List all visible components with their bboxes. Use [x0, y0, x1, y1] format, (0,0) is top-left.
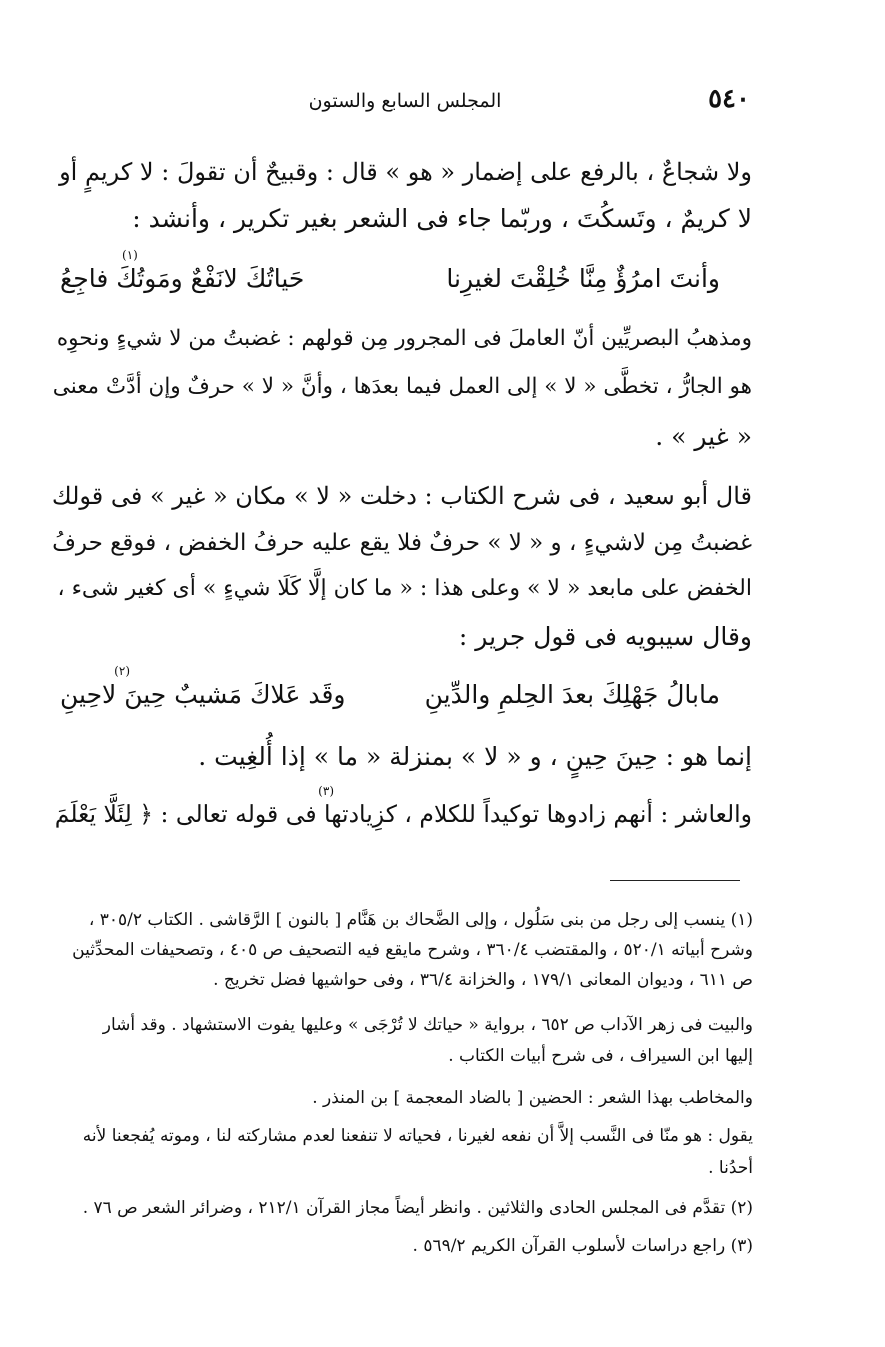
footnote-line: (٢) تقدَّم فى المجلس الحادى والثلاثين . وانظر أيضاً مجاز القرآن ٢١٢/١ ، وضرائر الشعر ص ٧٦ . — [82, 1198, 753, 1218]
text-line: غضبتُ مِن لاشيءٍ ، و « لا » حرفٌ فلا يقع عليه حرفُ الخفض ، فوقع حرفُ — [52, 530, 752, 556]
page-number: ٥٤٠ — [708, 84, 750, 114]
verse-hemistich-second: وقَد عَلاكَ مَشيبٌ حِينَ لاحِينِ — [60, 680, 346, 709]
running-title: المجلس السابع والستون — [308, 90, 502, 112]
footnote-line: أحدُنا . — [708, 1158, 753, 1178]
text-line: ولا شجاعٌ ، بالرفع على إضمار « هو » قال : وقبيحٌ أن تقولَ : لا كريمٍ أو — [59, 158, 752, 186]
footnote-line: يقول : هو منّا فى النَّسب إلاَّ أن نفعه لغيرنا ، فحياته لا تنفعنا لعدم مشاركته لنا ، وموته يُفجعنا لأنه — [82, 1126, 753, 1146]
footnote-line: (١) ينسب إلى رجل من بنى سَلُول ، وإلى الضَّحاك بن هَنَّام [ بالنون ] الرَّقاشى . الكتاب ٣٠٥/٢ ، — [88, 910, 753, 930]
page-header — [60, 84, 750, 120]
footnote-marker: (٢) — [114, 664, 130, 678]
footnote-marker: (٣) — [318, 784, 334, 798]
footnote-separator — [610, 880, 740, 881]
text-line: الخفض على مابعد « لا » وعلى هذا : « ما كان إلَّا كَلَا شيءٍ » أى كغير شىء ، — [57, 576, 752, 601]
text-line: والعاشر : أنهم زادوها توكيداً للكلام ، كزِيادتها فى قوله تعالى : ﴿ لِئَلَّا يَعْلَمَ — [54, 800, 752, 828]
footnote-line: (٣) راجع دراسات لأسلوب القرآن الكريم ٥٦٩/٢ . — [412, 1236, 753, 1256]
text-line: ومذهبُ البصريِّين أنّ العاملَ فى المجرور مِن قولهم : غضبتُ من لا شيءٍ ونحوِه — [56, 326, 752, 351]
text-line: إنما هو : حِينَ حِينٍ ، و « لا » بمنزلة « ما » إذا أُلغِيت . — [198, 742, 752, 771]
footnote-line: والبيت فى زهر الآداب ص ٦٥٢ ، برواية « حياتك لا تُرْجَى » وعليها يفوت الاستشهاد . وقد أشار — [102, 1015, 753, 1035]
footnote-marker: (١) — [122, 248, 138, 262]
verse-hemistich-second: حَياتُكَ لانَفْعٌ ومَوتُكَ فاجِعُ — [60, 264, 305, 293]
text-line: هو الجارُّ ، تخطَّى « لا » إلى العمل فيما بعدَها ، وأنَّ « لا » حرفٌ وإن أدَّتْ معنى — [52, 374, 752, 399]
text-line: وقال سيبويه فى قول جرير : — [458, 622, 752, 651]
verse-hemistich-first: وأنتَ امرُؤٌ مِنَّا خُلِقْتَ لغيرِنا — [446, 264, 720, 293]
text-line: « غير » . — [655, 422, 752, 451]
footnote-line: والمخاطب بهذا الشعر : الحضين [ بالضاد المعجمة ] بن المنذر . — [312, 1088, 753, 1108]
footnote-line: ص ٦١١ ، وديوان المعانى ١٧٩/١ ، والخزانة ٣٦/٤ ، وفى حواشيها فضل تخريج . — [213, 970, 753, 990]
verse-hemistich-first: مابالُ جَهْلِكَ بعدَ الحِلمِ والدِّينِ — [424, 680, 720, 709]
text-line: قال أبو سعيد ، فى شرح الكتاب : دخلت « لا » مكان « غير » فى قولك — [51, 482, 752, 510]
footnote-line: إليها ابن السيراف ، فى شرح أبيات الكتاب . — [448, 1046, 753, 1066]
text-line: لا كريمٌ ، وتَسكُتَ ، وربّما جاء فى الشعر بغير تكرير ، وأنشد : — [132, 204, 752, 233]
footnote-line: وشرح أبياته ٥٢٠/١ ، والمقتضب ٣٦٠/٤ ، وشرح مايقع فيه التصحيف ص ٤٠٥ ، وتصحيفات المحدِّثين — [72, 940, 753, 960]
